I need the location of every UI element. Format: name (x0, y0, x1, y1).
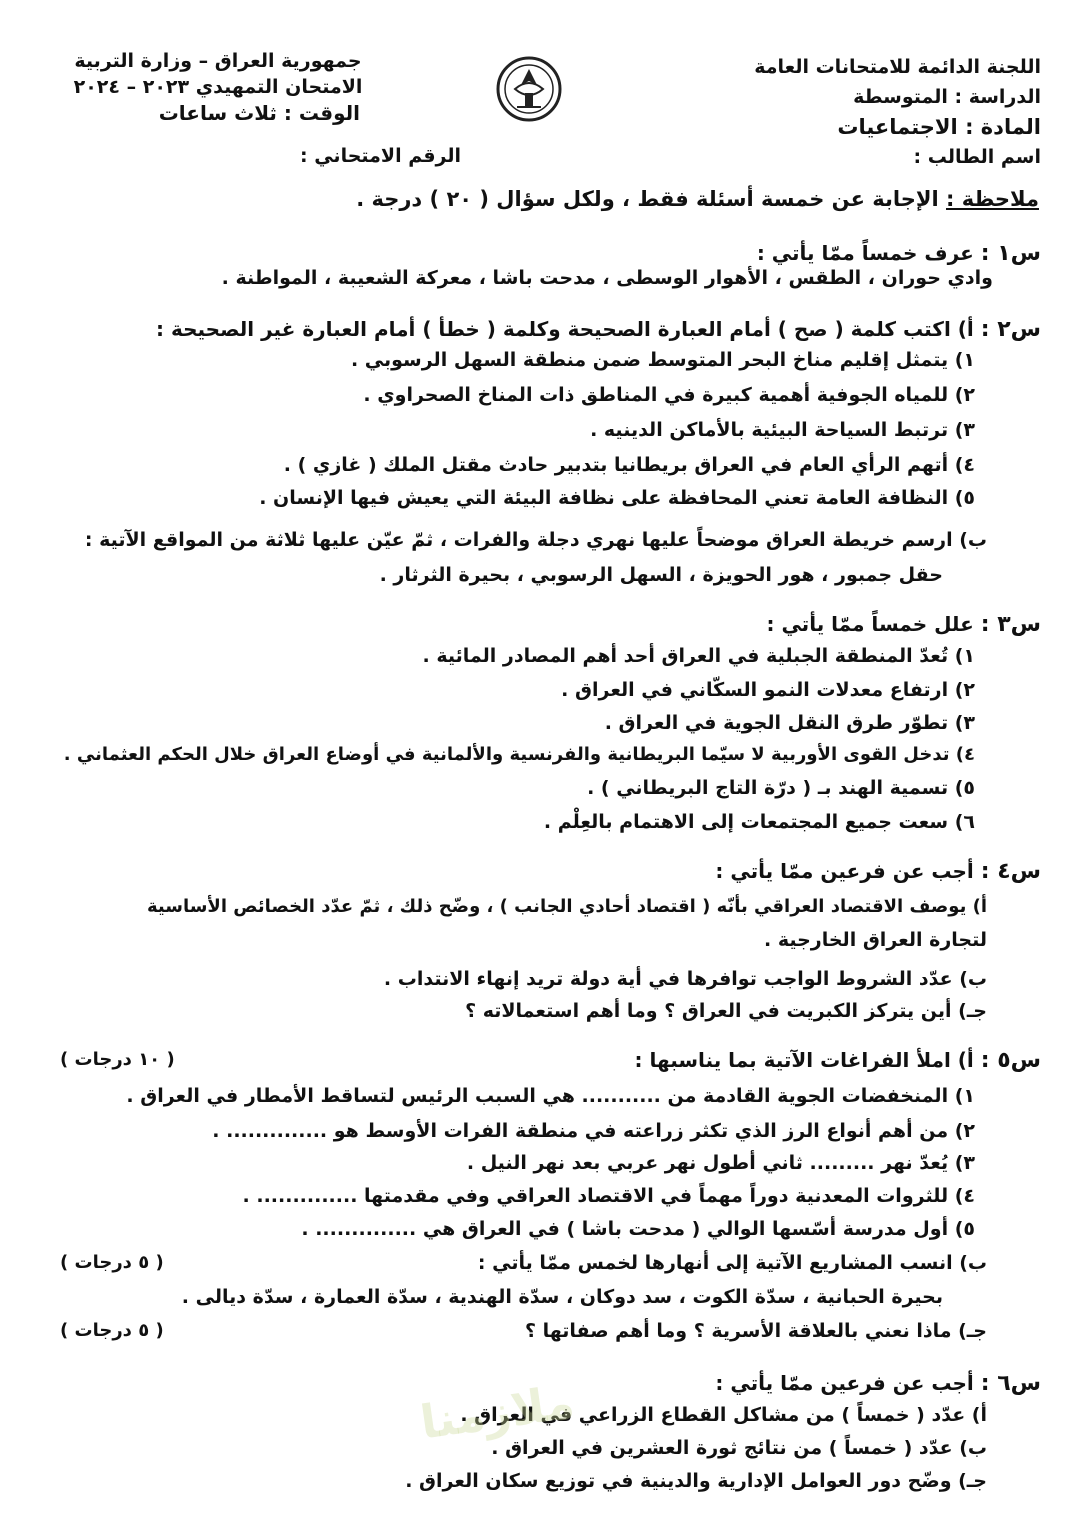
q5-item: ٢) من أهم أنواع الرز الذي تكثر زراعته في منطقة الفرات الأوسط هو .............. . (212, 1120, 975, 1142)
q6-item: أ) عدّد ( خمساً ) من مشاكل القطاع الزراعي في العراق . (460, 1404, 987, 1426)
q4-a-line2: لتجارة العراق الخارجية . (763, 929, 987, 951)
q5-item: ٥) أول مدرسة أسّسها الوالي ( مدحت باشا ) في العراق هي .............. . (301, 1218, 975, 1240)
q3-item: ٥) تسمية الهند بـ ( درّة التاج البريطاني ) . (587, 777, 975, 799)
exam-title: الامتحان التمهيدي ٢٠٢٣ – ٢٠٢٤ (73, 76, 363, 98)
question-5-header (635, 1045, 1041, 1075)
q4-b: ب) عدّد الشروط الواجب توافرها في أية دولة تريد إنهاء الانتداب . (383, 968, 987, 990)
q3-item: ١) تُعدّ المنطقة الجبلية في العراق أحد أهم المصادر المائية . (422, 645, 975, 667)
question-prompt: أ) اكتب كلمة ( صح ) أمام العبارة الصحيحة وكلمة ( خطأ ) أمام العبارة غير الصحيحة : (156, 317, 974, 341)
question-prompt: أ) املأ الفراغات الآتية بما يناسبها : (634, 1048, 974, 1072)
q2-item: ٤) أتهم الرأي العام في العراق بريطانيا بتدبير حادث مقتل الملك ( غازي ) . (283, 454, 975, 476)
q6-item: جـ) وضّح دور العوامل الإدارية والدينية في توزيع سكان العراق . (405, 1470, 987, 1492)
exam-number-field: الرقم الامتحاني : (300, 145, 461, 167)
q4-c: جـ) أين يتركز الكبريت في العراق ؟ وما أهم استعمالاته ؟ (465, 1000, 987, 1022)
question-2-header (156, 314, 1041, 344)
question-prompt: أجب عن فرعين ممّا يأتي : (715, 1371, 974, 1395)
header-left (68, 48, 368, 126)
q3-item: ٢) ارتفاع معدلات النمو السكّاني في العراق . (561, 679, 975, 701)
question-6-header (715, 1368, 1041, 1398)
q1-items: وادي حوران ، الطقس ، الأهوار الوسطى ، مدحت باشا ، معركة الشعيبة ، المواطنة . (221, 267, 993, 289)
q5-c-marks: ( ٥ درجات ) (60, 1320, 164, 1341)
q5-item: ٣) يُعدّ نهر ......... ثاني أطول نهر عربي بعد نهر النيل . (466, 1152, 975, 1174)
student-name-field: اسم الطالب : (913, 146, 1041, 168)
q3-item: ٤) تدخل القوى الأوربية لا سيّما البريطانية والفرنسية والألمانية في أوضاع العراق خلال الحكم العثماني . (63, 744, 975, 765)
q2-item: ١) يتمثل إقليم مناخ البحر المتوسط ضمن منطقة السهل الرسوبي . (350, 349, 975, 371)
question-number: س٢ : (980, 317, 1041, 342)
q5-b-items: بحيرة الحبانية ، سدّة الكوت ، سد دوكان ، سدّة الهندية ، سدّة العمارة ، سدّة ديالى . (181, 1286, 943, 1308)
q5-c: جـ) ماذا نعني بالعلاقة الأسرية ؟ وما أهم صفاتها ؟ (524, 1320, 987, 1342)
question-3-header (766, 609, 1041, 639)
q5-item: ١) المنخفضات الجوية القادمة من ........... هي السبب الرئيس لتساقط الأمطار في العراق . (126, 1085, 975, 1107)
q5-a-marks: ( ١٠ درجات ) (60, 1049, 175, 1070)
q5-b-marks: ( ٥ درجات ) (60, 1252, 164, 1273)
q6-item: ب) عدّد ( خمساً ) من نتائج ثورة العشرين في العراق . (491, 1437, 987, 1459)
q5-b-prompt: ب) انسب المشاريع الآتية إلى أنهارها لخمس ممّا يأتي : (477, 1252, 987, 1274)
question-prompt: عرف خمساً ممّا يأتي : (756, 241, 974, 265)
header-right (621, 52, 1041, 172)
ministry-emblem-icon (495, 55, 563, 123)
q2-item: ٢) للمياه الجوفية أهمية كبيرة في المناطق ذات المناخ الصحراوي . (363, 384, 975, 406)
question-4-header (715, 856, 1041, 886)
note-text: الإجابة عن خمسة أسئلة فقط ، ولكل سؤال ( ٢٠ ) درجة . (356, 187, 947, 211)
exam-time: الوقت : ثلاث ساعات (158, 101, 360, 125)
question-number: س٥ : (980, 1048, 1041, 1073)
q2-item: ٣) ترتبط السياحة البيئية بالأماكن الدينيه . (590, 419, 975, 441)
note-label: ملاحظة : (946, 187, 1039, 211)
q2-item: ٥) النظافة العامة تعني المحافظة على نظافة البيئة التي يعيش فيها الإنسان . (259, 487, 975, 509)
q2-b-prompt: ب) ارسم خريطة العراق موضحاً عليها نهري دجلة والفرات ، ثمّ عيّن عليها ثلاثة من المواقع الآتية : (84, 529, 987, 551)
q2-b-items: حقل جمبور ، هور الحويزة ، السهل الرسوبي ، بحيرة الثرثار . (379, 564, 943, 586)
question-number: س٣ : (980, 612, 1041, 637)
question-number: س٤ : (980, 859, 1041, 884)
republic-ministry: جمهورية العراق – وزارة التربية (74, 50, 362, 72)
q5-item: ٤) للثروات المعدنية دوراً مهماً في الاقتصاد العراقي وفي مقدمتها .............. . (242, 1185, 975, 1207)
q3-item: ٣) تطوّر طرق النقل الجوية في العراق . (604, 712, 975, 734)
subject: المادة : الاجتماعيات (837, 115, 1041, 139)
exam-note (356, 187, 1039, 211)
study-level: الدراسة : المتوسطة (853, 86, 1041, 108)
committee-title: اللجنة الدائمة للامتحانات العامة (754, 56, 1041, 78)
watermark: ملازمنا (416, 1374, 578, 1450)
q3-item: ٦) سعت جميع المجتمعات إلى الاهتمام بالعِلْم . (543, 811, 975, 833)
q4-a-line1: أ) يوصف الاقتصاد العراقي بأنّه ( اقتصاد أحادي الجانب ) ، وضّح ذلك ، ثمّ عدّد الخصائص الأساسية (147, 896, 987, 917)
question-prompt: علل خمساً ممّا يأتي : (766, 612, 974, 636)
question-number: س٦ : (980, 1371, 1041, 1396)
question-number: س١ : (980, 241, 1041, 266)
question-prompt: أجب عن فرعين ممّا يأتي : (715, 859, 974, 883)
